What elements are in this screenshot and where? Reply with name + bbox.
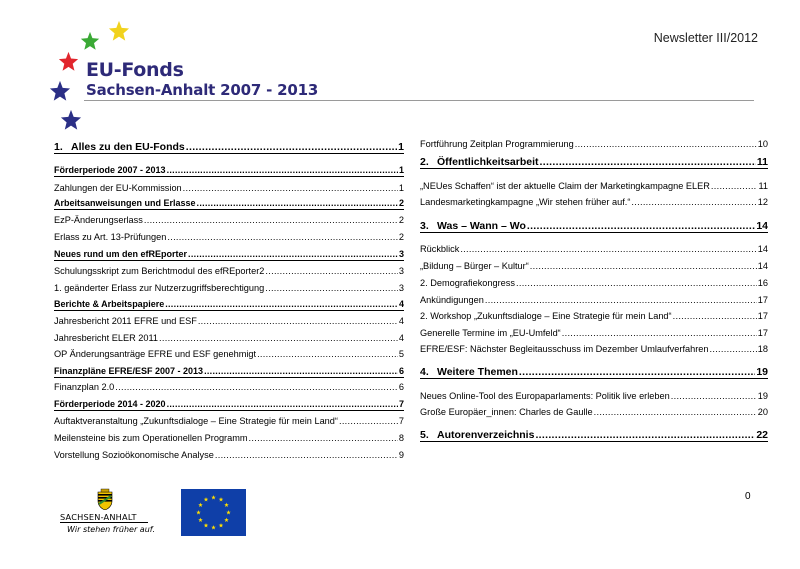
toc-page-number: 5	[398, 349, 404, 359]
sachsen-anhalt-name: SACHSEN-ANHALT	[60, 512, 137, 522]
toc-page-number: 12	[757, 197, 768, 207]
eu-star	[198, 518, 203, 522]
toc-entry-title: Arbeitsanweisungen und Erlasse	[54, 198, 196, 208]
eu-star	[204, 497, 209, 501]
toc-dot-leader	[144, 214, 398, 226]
toc-chapter-entry[interactable]	[420, 156, 768, 169]
toc-dot-leader	[631, 196, 756, 208]
toc-page-number: 17	[757, 328, 768, 338]
toc-section-entry[interactable]	[54, 197, 404, 210]
toc-entry-title: Landesmarketingkampagne „Wir stehen früher auf.“	[420, 197, 631, 207]
toc-dot-leader	[710, 343, 757, 355]
toc-entry-title: Zahlungen der EU-Kommission	[54, 183, 182, 193]
eu-star	[204, 523, 209, 527]
toc-subsection-entry[interactable]	[54, 282, 404, 294]
navy-star-icon	[49, 80, 71, 102]
toc-entry-title: Fortführung Zeitplan Programmierung	[420, 139, 574, 149]
toc-page-number: 3	[398, 249, 404, 259]
toc-entry-title: EFRE/ESF: Nächster Begleitausschuss im Dezember Umlaufverfahren	[420, 344, 709, 354]
toc-dot-leader	[115, 381, 398, 393]
toc-page-number: 6	[398, 366, 404, 376]
toc-chapter-number: 4.	[420, 366, 429, 378]
toc-entry-title: Neues Online-Tool des Europaparlaments: Politik live erleben	[420, 391, 670, 401]
toc-dot-leader	[265, 282, 398, 294]
toc-dot-leader	[167, 231, 398, 243]
toc-page-number: 4	[398, 316, 404, 326]
toc-subsection-entry[interactable]	[54, 432, 404, 444]
toc-section-entry[interactable]	[54, 365, 404, 378]
toc-subsection-entry[interactable]	[420, 343, 768, 355]
toc-page-number: 9	[398, 450, 404, 460]
toc-subsection-entry[interactable]	[54, 265, 404, 277]
toc-subsection-entry[interactable]	[54, 231, 404, 243]
toc-dot-leader	[519, 366, 755, 378]
toc-page-number: 2	[398, 232, 404, 242]
toc-page-number: 10	[757, 139, 768, 149]
toc-page-number: 17	[757, 295, 768, 305]
toc-subsection-entry[interactable]	[54, 182, 404, 194]
toc-page-number: 6	[398, 382, 404, 392]
toc-dot-leader	[249, 432, 398, 444]
toc-page-number: 14	[756, 220, 768, 232]
toc-dot-leader	[516, 277, 757, 289]
toc-dot-leader	[186, 141, 397, 153]
toc-entry-title: Schulungsskript zum Berichtmodul des efREporter2	[54, 266, 265, 276]
toc-section-entry[interactable]	[54, 298, 404, 311]
toc-subsection-entry[interactable]	[420, 294, 768, 306]
sachsen-anhalt-divider	[60, 522, 148, 523]
toc-dot-leader	[671, 390, 757, 402]
toc-dot-leader	[575, 138, 757, 150]
toc-dot-leader	[562, 327, 757, 339]
toc-entry-title: Ankündigungen	[420, 295, 484, 305]
toc-dot-leader	[167, 398, 398, 410]
toc-page-number: 1	[398, 183, 404, 193]
toc-entry-title: Weitere Themen	[437, 366, 518, 378]
toc-entry-title: Förderperiode 2014 - 2020	[54, 399, 166, 409]
toc-subsection-entry[interactable]	[420, 327, 768, 339]
eu-star	[219, 497, 224, 501]
toc-chapter-entry[interactable]	[54, 141, 404, 154]
brand-title: EU-Fonds	[86, 59, 184, 81]
toc-chapter-number: 2.	[420, 156, 429, 168]
toc-dot-leader	[188, 248, 398, 260]
toc-section-entry[interactable]	[54, 164, 404, 177]
toc-subsection-entry[interactable]	[420, 406, 768, 418]
toc-subsection-entry[interactable]	[420, 310, 768, 322]
toc-chapter-entry[interactable]	[420, 366, 768, 379]
toc-subsection-entry[interactable]	[54, 415, 404, 427]
toc-entry-title: Jahresbericht 2011 EFRE und ESF	[54, 316, 197, 326]
toc-subsection-entry[interactable]	[54, 315, 404, 327]
toc-dot-leader	[165, 298, 398, 310]
toc-left-column	[54, 141, 404, 471]
toc-chapter-number: 5.	[420, 429, 429, 441]
sachsen-anhalt-slogan: Wir stehen früher auf.	[67, 525, 155, 534]
toc-page-number: 3	[398, 283, 404, 293]
toc-entry-title: Autorenverzeichnis	[437, 429, 535, 441]
toc-entry-title: EzP-Änderungserlass	[54, 215, 143, 225]
toc-page-number: 7	[398, 399, 404, 409]
toc-dot-leader	[485, 294, 757, 306]
toc-subsection-entry[interactable]	[420, 180, 768, 192]
toc-entry-title: Erlass zu Art. 13-Prüfungen	[54, 232, 167, 242]
eu-star	[226, 510, 231, 514]
toc-section-entry[interactable]	[54, 398, 404, 411]
toc-entry-title: Was – Wann – Wo	[437, 220, 526, 232]
toc-subsection-entry[interactable]	[54, 332, 404, 344]
toc-dot-leader	[167, 164, 398, 176]
toc-entry-title: Jahresbericht ELER 2011	[54, 333, 159, 343]
toc-dot-leader	[540, 156, 756, 168]
toc-chapter-entry[interactable]	[420, 429, 768, 442]
toc-subsection-entry[interactable]	[54, 449, 404, 461]
toc-subsection-entry[interactable]	[54, 348, 404, 360]
toc-dot-leader	[265, 265, 397, 277]
eu-star	[196, 510, 201, 514]
toc-dot-leader	[204, 365, 398, 377]
toc-dot-leader	[530, 260, 757, 272]
toc-section-entry[interactable]	[54, 248, 404, 261]
eu-star	[224, 503, 229, 507]
toc-dot-leader	[535, 429, 755, 441]
toc-entry-title: Finanzpläne EFRE/ESF 2007 - 2013	[54, 366, 204, 376]
toc-page-number: 17	[757, 311, 768, 321]
header-divider	[84, 100, 754, 101]
toc-entry-title: 2. Demografiekongress	[420, 278, 515, 288]
sachsen-anhalt-coat-of-arms-icon	[96, 488, 114, 510]
page-number: 0	[745, 491, 751, 502]
toc-right-column	[420, 138, 768, 448]
toc-page-number: 11	[758, 181, 768, 191]
toc-chapter-entry[interactable]	[420, 220, 768, 233]
toc-page-number: 14	[757, 244, 768, 254]
toc-page-number: 2	[398, 215, 404, 225]
toc-entry-title: Berichte & Arbeitspapiere	[54, 299, 165, 309]
toc-entry-title: Generelle Termine im „EU-Umfeld“	[420, 328, 561, 338]
green-star-icon	[80, 31, 100, 51]
toc-page-number: 22	[756, 429, 768, 441]
toc-dot-leader	[460, 243, 756, 255]
toc-dot-leader	[339, 415, 398, 427]
toc-entry-title: Rückblick	[420, 244, 460, 254]
toc-dot-leader	[183, 182, 398, 194]
eu-star	[211, 495, 216, 499]
toc-dot-leader	[159, 332, 398, 344]
toc-dot-leader	[711, 180, 758, 192]
toc-entry-title: Finanzplan 2.0	[54, 382, 115, 392]
brand-subtitle: Sachsen-Anhalt 2007 - 2013	[86, 81, 319, 99]
toc-subsection-entry[interactable]	[420, 196, 768, 208]
toc-page-number: 20	[757, 407, 768, 417]
toc-page-number: 1	[398, 141, 404, 153]
toc-entry-title: „Bildung – Bürger – Kultur“	[420, 261, 529, 271]
eu-star	[224, 518, 229, 522]
toc-page-number: 2	[398, 198, 404, 208]
toc-page-number: 4	[398, 333, 404, 343]
toc-entry-title: Auftaktveranstaltung „Zukunftsdialoge – Eine Strategie für mein Land“	[54, 416, 338, 426]
toc-page-number: 18	[757, 344, 768, 354]
toc-entry-title: Meilensteine bis zum Operationellen Programm	[54, 433, 248, 443]
toc-page-number: 14	[757, 261, 768, 271]
toc-entry-title: Neues rund um den efREporter	[54, 249, 188, 259]
toc-page-number: 16	[757, 278, 768, 288]
toc-dot-leader	[257, 348, 398, 360]
toc-subsection-entry[interactable]	[420, 138, 768, 150]
toc-subsection-entry[interactable]	[54, 214, 404, 226]
toc-page-number: 4	[398, 299, 404, 309]
toc-subsection-entry[interactable]	[420, 390, 768, 402]
toc-page-number: 1	[398, 165, 404, 175]
toc-subsection-entry[interactable]	[420, 243, 768, 255]
toc-page-number: 19	[757, 391, 768, 401]
toc-dot-leader	[215, 449, 398, 461]
eu-flag-icon	[181, 489, 246, 536]
newsletter-label: Newsletter III/2012	[653, 31, 758, 45]
toc-page-number: 11	[756, 156, 768, 168]
toc-chapter-number: 3.	[420, 220, 429, 232]
toc-page-number: 19	[756, 366, 768, 378]
toc-dot-leader	[527, 220, 755, 232]
toc-subsection-entry[interactable]	[420, 277, 768, 289]
toc-entry-title: Große Europäer_innen: Charles de Gaulle	[420, 407, 593, 417]
toc-entry-title: Alles zu den EU-Fonds	[71, 141, 185, 153]
red-star-icon	[58, 51, 79, 72]
toc-entry-title: OP Änderungsanträge EFRE und ESF genehmigt	[54, 349, 257, 359]
eu-star	[219, 523, 224, 527]
toc-entry-title: Vorstellung Sozioökonomische Analyse	[54, 450, 214, 460]
toc-dot-leader	[198, 315, 398, 327]
toc-dot-leader	[197, 197, 398, 209]
navy-star-icon	[60, 109, 82, 131]
toc-page-number: 3	[398, 266, 404, 276]
toc-entry-title: 1. geänderter Erlass zur Nutzerzugriffsberechtigung	[54, 283, 265, 293]
toc-dot-leader	[673, 310, 757, 322]
eu-star	[211, 525, 216, 529]
toc-dot-leader	[594, 406, 757, 418]
eu-star	[198, 503, 203, 507]
toc-chapter-number: 1.	[54, 141, 63, 153]
toc-page-number: 8	[398, 433, 404, 443]
toc-page-number: 7	[398, 416, 404, 426]
toc-subsection-entry[interactable]	[54, 381, 404, 393]
toc-entry-title: „NEUes Schaffen“ ist der aktuelle Claim der Marketingkampagne ELER	[420, 181, 710, 191]
toc-entry-title: Öffentlichkeitsarbeit	[437, 156, 539, 168]
toc-entry-title: 2. Workshop „Zukunftsdialoge – Eine Strategie für mein Land“	[420, 311, 672, 321]
toc-subsection-entry[interactable]	[420, 260, 768, 272]
toc-entry-title: Förderperiode 2007 - 2013	[54, 165, 166, 175]
yellow-star-icon	[108, 20, 130, 42]
